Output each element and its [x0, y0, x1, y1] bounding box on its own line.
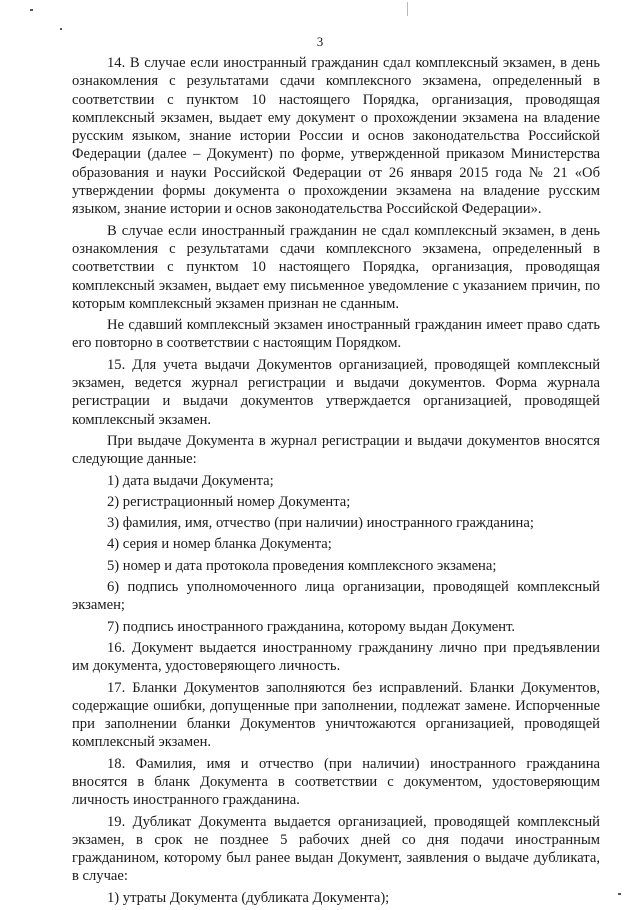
list-item: 7) подпись иностранного гражданина, которому выдан Документ. [107, 618, 516, 635]
document-body [72, 54, 600, 910]
list-item: 3) фамилия, имя, отчество (при наличии) иностранного гражданина; [107, 515, 534, 532]
paragraph: 19. Дубликат Документа выдается организацией, проводящей комплексный экзамен, в срок не позднее 5 рабочих дней со дня подачи иностранным гражданином, которому был ранее выдан Документ, заявления о выдаче дубликата, в случае: [72, 813, 600, 885]
list-item: 4) серия и номер бланка Документа; [107, 536, 332, 553]
paragraph: 18. Фамилия, имя и отчество (при наличии) иностранного гражданина вносятся в бланк Документа в соответствии с документом, удостоверяющим личность иностранного гражданина. [72, 755, 600, 809]
list-item: 6) подпись уполномоченного лица организации, проводящей комплексный экзамен; [72, 579, 600, 614]
paragraph: 16. Документ выдается иностранному гражданину лично при предъявлении им документа, удостоверяющего личность. [72, 639, 600, 675]
paragraph: Не сдавший комплексный экзамен иностранный гражданин имеет право сдать его повторно в соответствии с настоящим Порядком. [72, 317, 600, 352]
scan-speck [407, 2, 408, 16]
paragraph: 14. В случае если иностранный гражданин сдал комплексный экзамен, в день ознакомления с результатами сдачи комплексного экзамена, определенный в соответствии с пунктом 10 настоящего Порядка, организация, проводящая комплексный экзамен, выдает ему документ о прохождении экзамена на владение русским языком, знание истории России и основ законодательства Российской Федерации (далее – Документ) по форме, утвержденной приказом Министерства образования и науки Российской Федерации от 26 января 2015 года № 21 «Об утверждении формы документа о прохождении экзамена на владение русским языком, знание истории и основ законодательства Российской Федерации». [72, 55, 600, 218]
list-item: 2) регистрационный номер Документа; [107, 493, 351, 510]
list-item: 1) утраты Документа (дубликата Документа); [107, 889, 390, 906]
scan-speck [60, 28, 62, 30]
paragraph: При выдаче Документа в журнал регистрации и выдачи документов вносятся следующие данные: [72, 432, 600, 468]
list-item: 1) дата выдачи Документа; [107, 472, 274, 489]
scan-speck [618, 893, 621, 895]
paragraph: В случае если иностранный гражданин не сдал комплексный экзамен, в день ознакомления с результатами сдачи комплексного экзамена, определенный в соответствии с пунктом 10 настоящего Порядка, организация, проводящая комплексный экзамен, выдает ему письменное уведомление с указанием причин, по которым комплексный экзамен признан не сданным. [72, 222, 600, 312]
page-number: 3 [316, 34, 324, 49]
paragraph: 17. Бланки Документов заполняются без исправлений. Бланки Документов, содержащие ошибки, допущенные при заполнении, подлежат замене. Испорченные при заполнении бланки Документов уничтожаются организацией, проводящей комплексный экзамен. [72, 679, 600, 751]
list-item: 5) номер и дата протокола проведения комплексного экзамена; [107, 557, 497, 574]
paragraph: 15. Для учета выдачи Документов организацией, проводящей комплексный экзамен, ведется журнал регистрации и выдачи документов. Форма журнала регистрации и выдачи документов утверждается организацией, проводящей комплексный экзамен. [72, 356, 600, 428]
scan-speck [30, 9, 33, 11]
